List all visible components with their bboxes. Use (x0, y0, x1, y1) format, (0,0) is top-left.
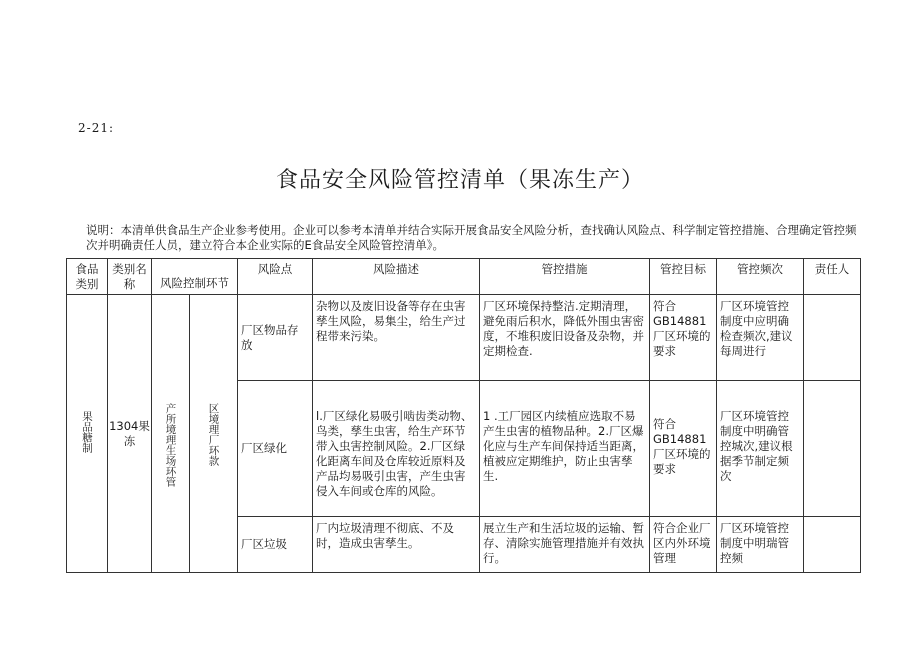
risk-description-cell: 杂物以及废旧设备等存在虫害孳生风险，易集尘，给生产过程带来污染。 (313, 295, 480, 381)
table-row (67, 295, 861, 381)
responsible-person-cell (804, 295, 861, 381)
risk-description-cell: l.厂区绿化易吸引啮齿类动物、鸟类，孳生虫害，给生产环节带入虫害控制风险。2.厂区绿化距离车间及仓库较近原料及产品均易吸引虫害，产生虫害侵入车间或仓库的风险。 (313, 381, 480, 517)
stage-cell-1 (152, 295, 190, 573)
risk-point-cell: 厂区物品存放 (238, 295, 313, 381)
stage-col1-value: 产所境理生场环管 (164, 403, 177, 487)
risk-description-cell: 厂内垃圾清理不彻底、不及时，造成虫害孳生。 (313, 517, 480, 573)
risk-point-cell: 厂区绿化 (238, 381, 313, 517)
header-risk-point: 风险点 (238, 259, 313, 295)
risk-control-table (66, 258, 861, 573)
header-control-target: 管控目标 (650, 259, 717, 295)
header-row (67, 259, 861, 295)
header-risk-description: 风险描述 (313, 259, 480, 295)
control-frequency-cell: 厂区环境管控制度中应明确检查频次,建议每周进行 (717, 295, 804, 381)
control-frequency-cell: 厂区环境管控制度中明瑞管控频 (717, 517, 804, 573)
page-title: 食品安全风险管控清单（果冻生产） (275, 168, 644, 193)
control-frequency-cell: 厂区环境管控制度中明确管控城次,建议根据季节制定频次 (717, 381, 804, 517)
food-category-cell (67, 295, 108, 573)
food-category-value: 果品糖制 (81, 410, 93, 453)
header-food-category: 食品类别 (67, 259, 108, 295)
header-control-measures: 管控措施 (480, 259, 650, 295)
responsible-person-cell (804, 517, 861, 573)
control-target-cell: 符合GB14881厂区环境的要求 (650, 295, 717, 381)
control-measures-cell: 厂区环境保持整洁.定期清理，避免雨后积水，降低外围虫害密度，不堆积废旧设备及杂物，并定期检查. (480, 295, 650, 381)
risk-point-cell: 厂区垃圾 (238, 517, 313, 573)
control-target-cell: 符合GB14881厂区环境的要求 (650, 381, 717, 517)
control-target-cell: 符合企业厂区内外环境管理 (650, 517, 717, 573)
header-category-name: 类别名称 (108, 259, 152, 295)
stage-cell-2 (190, 295, 238, 573)
header-responsible-person: 责任人 (804, 259, 861, 295)
document-code: 2-21: (78, 121, 115, 135)
category-name-cell: 1304果冻 (108, 295, 152, 573)
control-measures-cell: 1 .工厂园区内续植应选取不易产生虫害的植物品种。2.厂区爆化应与生产车间保持适当距离，植被应定期维护，防止虫害孳生. (480, 381, 650, 517)
explanation-note: 说明：本清单供食品生产企业参考使用。企业可以参考本清单并结合实际开展食品安全风险分析，查找确认风险点、科学制定管控措施、合理确定管控频次并明确责任人员，建立符合本企业实际的E食品安全风险管控清单》。 (86, 223, 857, 252)
header-control-frequency: 管控频次 (717, 259, 804, 295)
responsible-person-cell (804, 381, 861, 517)
control-measures-cell: 展立生产和生活垃圾的运输、暂存、清除实施管理措施并有效执行。 (480, 517, 650, 573)
header-control-stage: 风险控制环节 (152, 259, 238, 295)
stage-col2-value: 区境理厂环款 (207, 403, 220, 466)
